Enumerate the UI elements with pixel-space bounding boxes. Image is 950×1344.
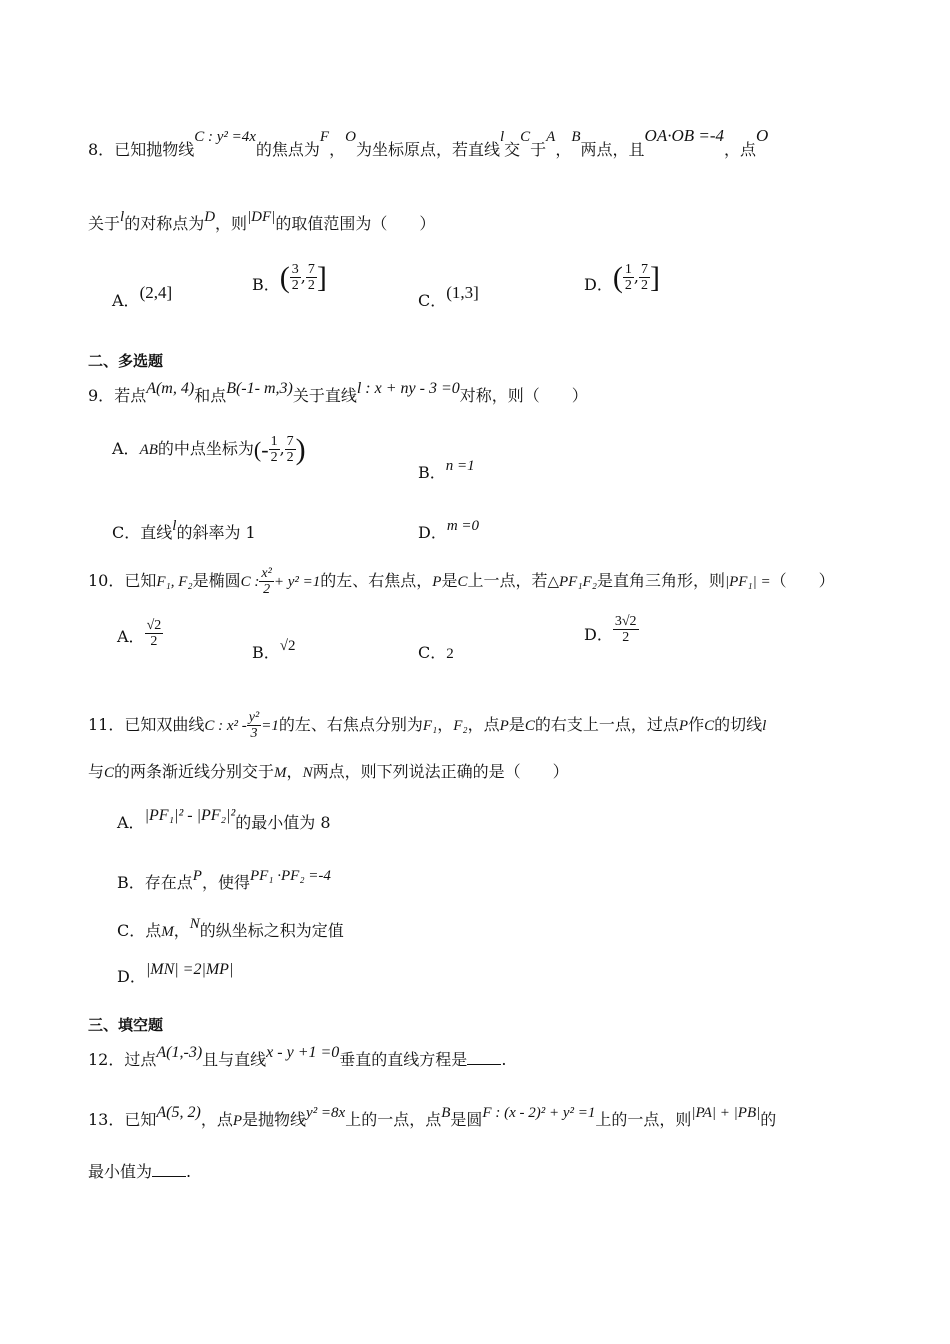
q8-math-C: C: [520, 129, 531, 145]
option-math: AB: [139, 442, 158, 458]
q10-math-triangle: △PF₁F₂: [547, 574, 597, 590]
option-label: B．: [252, 643, 280, 662]
option-math: PF₁ ·PF₂ =-4: [249, 868, 331, 884]
frac-den: 2: [291, 278, 299, 293]
frac-num: 7: [640, 262, 648, 277]
q8-line1: [88, 126, 769, 161]
q13-text: ，点: [200, 1110, 233, 1129]
q10-text: （ ）: [770, 571, 835, 590]
q10-option-a[interactable]: [117, 618, 163, 649]
q12-number: 12．: [88, 1050, 125, 1069]
q11-line1: [88, 710, 766, 741]
q8-math-O2: O: [756, 126, 769, 145]
q9-math-line: l : x + ny - 3 =0: [356, 380, 460, 397]
option-value: (1,3]: [446, 283, 479, 302]
q12-text: 且与直线: [202, 1050, 267, 1069]
q8-line2: [88, 209, 436, 235]
option-label: A．: [117, 813, 145, 832]
q8-text: 的焦点为: [255, 140, 320, 159]
frac-num: 7: [307, 262, 315, 277]
option-text: 的最小值为 8: [235, 813, 331, 832]
option-math: 2: [446, 646, 454, 662]
q13-math-P: P: [232, 1113, 243, 1129]
frac-num: y²: [248, 710, 260, 725]
q8-text: 交: [504, 140, 521, 159]
frac-den: 2: [307, 278, 315, 293]
q9-math-B: B(-1- m,3): [226, 380, 293, 397]
frac-den: 2: [624, 278, 632, 293]
q13-math-circle: F : (x - 2)² + y² =1: [482, 1105, 596, 1121]
q10-option-c[interactable]: [418, 640, 454, 663]
q8-math-B: B: [571, 129, 581, 145]
q13-line1: [88, 1104, 777, 1131]
q8-text: 于: [530, 140, 547, 159]
q10-math: C :: [240, 574, 260, 590]
option-text: 的纵坐标之积为定值: [199, 921, 344, 940]
option-text: 直线: [140, 523, 173, 542]
q10-math: + y² =1: [273, 574, 321, 590]
option-label: A．: [112, 291, 140, 310]
q11-option-b[interactable]: [117, 870, 331, 893]
q8-text: ，: [555, 140, 572, 159]
q8-text: ，点: [724, 140, 757, 159]
q11-line2: [88, 762, 569, 783]
q10-text: 是椭圆: [192, 571, 241, 590]
q9-text: 和点: [194, 386, 227, 405]
option-label: B．: [418, 463, 446, 482]
frac-den: 3: [250, 726, 258, 741]
q13-text: 的: [760, 1110, 777, 1129]
option-math: n =1: [445, 458, 475, 474]
q10-math-C: C: [457, 574, 468, 590]
q11-math-F2: F₂: [453, 718, 468, 734]
q13-line2: [88, 1162, 191, 1182]
q8-math-DF: |DF|: [247, 209, 276, 225]
q8-option-c[interactable]: [418, 280, 479, 310]
q9-option-b[interactable]: [418, 460, 475, 483]
q8-text: 关于: [88, 214, 121, 233]
q13-text: 最小值为: [88, 1162, 153, 1181]
q10-math-P: P: [432, 574, 442, 590]
frac-num: 3: [291, 262, 299, 277]
q13-text: 是圆: [450, 1110, 483, 1129]
option-label: B．: [117, 873, 145, 892]
option-label: A．: [117, 627, 145, 646]
q8-number: 8．: [88, 140, 115, 159]
q13-math-sum: |PA| + |PB|: [691, 1105, 761, 1121]
q11-math-P2: P: [678, 718, 689, 734]
q13-math-A: A(5, 2): [156, 1104, 201, 1121]
option-text: 的中点坐标为: [157, 439, 254, 458]
option-label: D．: [117, 967, 146, 986]
q11-text: ，点: [467, 715, 500, 734]
q9-option-a[interactable]: A．AB的中点坐标为(- $\frac{1}{2}$ , $\frac{7}{2}$ ): [112, 432, 306, 466]
bracket: (-: [253, 436, 269, 462]
q8-text: ，则: [215, 214, 248, 233]
q8-math-parabola: C : y² =4x: [194, 129, 256, 145]
q11-math: =1: [261, 718, 279, 734]
q10-option-d[interactable]: [584, 614, 639, 645]
q11-text: ，: [437, 715, 454, 734]
frac-num: 3√2: [614, 614, 637, 629]
option-text: 存在点: [144, 873, 193, 892]
frac-den: 2: [263, 582, 271, 597]
option-label: A．: [112, 439, 140, 458]
answer-blank[interactable]: [152, 1162, 186, 1177]
option-label: C．: [418, 291, 447, 310]
bracket: (: [279, 260, 290, 294]
q8-text: 为坐标原点，若直线: [355, 140, 500, 159]
frac-num: √2: [146, 618, 162, 633]
option-label: D．: [584, 625, 613, 644]
q11-math-F1: F₁: [422, 718, 438, 734]
q11-math-C: C: [524, 718, 535, 734]
q11-option-a[interactable]: [117, 807, 331, 833]
q11-math-P: P: [499, 718, 509, 734]
q12-math-line: x - y +1 =0: [266, 1044, 340, 1061]
q10-option-b[interactable]: [252, 640, 296, 663]
frac-num: 7: [286, 434, 294, 449]
option-text: ，: [173, 921, 190, 940]
q9-text: 对称，则（ ）: [459, 386, 588, 405]
option-label: C．: [112, 523, 141, 542]
q11-math-C3: C: [104, 765, 115, 781]
q8-math-F: F: [319, 129, 330, 145]
q13-text: 上的一点，则: [595, 1110, 692, 1129]
option-label: C．: [117, 921, 146, 940]
q11-text: 作: [688, 715, 705, 734]
frac-den: 2: [286, 450, 294, 465]
option-value: (2,4]: [139, 283, 173, 302]
q13-text: 是抛物线: [242, 1110, 307, 1129]
q12-math-point: A(1,-3): [156, 1044, 203, 1061]
q9-math-A: A(m, 4): [146, 380, 195, 397]
q8-math-D: D: [204, 209, 216, 225]
q10-math-foci: F₁, F₂: [156, 574, 193, 590]
q12-text: .: [501, 1050, 507, 1069]
q9-option-d[interactable]: [418, 520, 479, 543]
bracket: ): [295, 432, 306, 466]
q8-option-a[interactable]: [112, 280, 173, 310]
option-math: |MN| =2|MP|: [145, 961, 234, 978]
q8-option-d[interactable]: D．( $\frac{1}{2}$ , $\frac{7}{2}$ ]: [584, 260, 660, 294]
q11-text: 已知双曲线: [124, 715, 205, 734]
q11-math-M: M: [274, 765, 287, 781]
frac-den: 2: [622, 630, 630, 645]
bracket: ]: [316, 260, 327, 294]
frac-den: 2: [270, 450, 278, 465]
q11-math-l: l: [762, 718, 767, 734]
q11-math-C2: C: [704, 718, 715, 734]
q13-text: 上的一点，点: [345, 1110, 442, 1129]
q12-text: 过点: [124, 1050, 157, 1069]
q11-option-c[interactable]: [117, 918, 344, 941]
option-label: D．: [584, 275, 613, 294]
q8-math-A: A: [546, 129, 556, 145]
q12-text: 垂直的直线方程是: [339, 1050, 468, 1069]
frac-num: 1: [624, 262, 632, 277]
bracket: ]: [649, 260, 660, 294]
q11-text: 是: [508, 715, 525, 734]
q8-text: ，: [329, 140, 346, 159]
q8-math-dot: OA·OB =-4: [644, 126, 725, 145]
option-math: l: [172, 518, 177, 534]
option-math: √2: [279, 638, 296, 654]
q8-option-b[interactable]: B．( $\frac{3}{2}$ , $\frac{7}{2}$ ]: [252, 260, 327, 294]
option-math: m =0: [446, 518, 480, 534]
q10-text: 的左、右焦点，: [320, 571, 433, 590]
q9-text: 若点: [114, 386, 147, 405]
q8-math-O: O: [345, 129, 356, 145]
q10-line1: [88, 566, 835, 597]
q10-text: 是: [441, 571, 458, 590]
q13-math-parabola: y² =8x: [306, 1105, 346, 1121]
frac-den: 2: [150, 634, 158, 649]
q8-math-l2: l: [120, 209, 125, 225]
q9-number: 9．: [88, 386, 115, 405]
q8-text: 的对称点为: [124, 214, 205, 233]
q8-text: 的取值范围为（ ）: [275, 214, 436, 233]
q11-text: 的切线: [714, 715, 763, 734]
q11-text: 的左、右焦点分别为: [278, 715, 423, 734]
q13-number: 13．: [88, 1110, 125, 1129]
q10-text: 上一点，若: [467, 571, 548, 590]
q12-line1: [88, 1044, 507, 1071]
q11-text: 的两条渐近线分别交于: [114, 762, 275, 781]
q9-line1: [88, 380, 588, 407]
section-title-fill-in: 三、填空题: [88, 1016, 164, 1034]
q10-math-PF1: |PF₁| =: [724, 574, 771, 590]
bracket: (: [612, 260, 623, 294]
option-label: B．: [252, 275, 280, 294]
q10-text: 已知: [124, 571, 157, 590]
q13-text: 已知: [124, 1110, 157, 1129]
q10-text: 是直角三角形，则: [596, 571, 725, 590]
q8-text: 已知抛物线: [114, 140, 195, 159]
q11-option-d[interactable]: [117, 961, 234, 987]
option-text: 的斜率为 1: [176, 523, 256, 542]
q9-text: 关于直线: [292, 386, 357, 405]
option-math: |PF₁|² - |PF₂|²: [144, 807, 236, 824]
q13-math-B: B: [441, 1105, 451, 1121]
option-label: C．: [418, 643, 447, 662]
q8-text: 两点，且: [580, 140, 645, 159]
q11-text: ，: [286, 762, 303, 781]
q11-text: 与: [88, 762, 105, 781]
q11-number: 11．: [88, 715, 125, 734]
option-math: P: [192, 868, 202, 884]
q8-math-l: l: [499, 129, 505, 145]
option-label: D．: [418, 523, 447, 542]
section-title-multiple-choice: 二、多选题: [88, 352, 164, 370]
option-text: ，使得: [201, 873, 250, 892]
q9-option-c[interactable]: [112, 520, 256, 543]
q11-math-N: N: [302, 765, 313, 781]
option-text: 点: [145, 921, 162, 940]
option-math: M: [161, 924, 174, 940]
q13-text: .: [186, 1162, 192, 1181]
q11-text: 的右支上一点，过点: [534, 715, 679, 734]
frac-num: x²: [261, 566, 272, 581]
q10-number: 10．: [88, 571, 125, 590]
q11-text: 两点，则下列说法正确的是（ ）: [312, 762, 569, 781]
q11-math: C : x² -: [204, 718, 247, 734]
frac-num: 1: [270, 434, 278, 449]
option-math: N: [189, 916, 200, 932]
frac-den: 2: [640, 278, 648, 293]
answer-blank[interactable]: [467, 1050, 501, 1065]
